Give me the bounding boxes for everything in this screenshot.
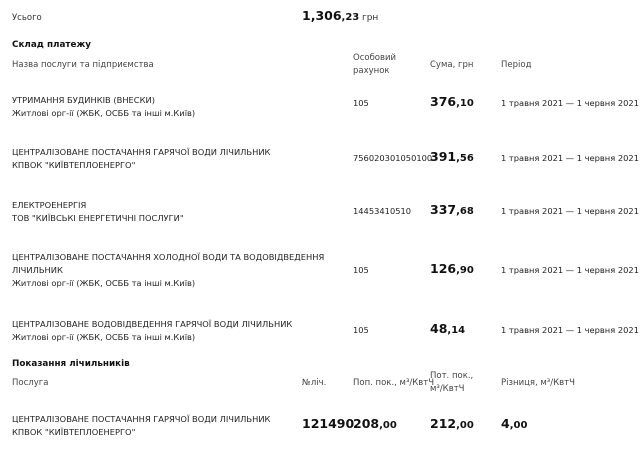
meters-header-diff: Різниця, м³/КвтЧ <box>501 378 575 388</box>
meters-header-prev: Поп. пок., м³/КвтЧ <box>353 378 435 388</box>
payment-row-provider: КПВОК "КИЇВТЕПЛОЕНЕРГО" <box>12 160 136 170</box>
payment-row-sum: 337,68 <box>430 202 474 217</box>
payment-row-service-name: ЦЕНТРАЛІЗОВАНЕ ПОСТАЧАННЯ ГАРЯЧОЇ ВОДИ ЛІЧИЛЬНИК <box>12 147 271 157</box>
payment-row-account: 105 <box>353 325 369 335</box>
payment-row-provider: ТОВ "КИЇВСЬКІ ЕНЕРГЕТИЧНІ ПОСЛУГИ" <box>12 213 184 223</box>
payment-header-period: Період <box>501 60 532 70</box>
total-amount <box>302 8 378 23</box>
meter-row-diff: 4,00 <box>501 416 528 431</box>
total-currency: грн <box>361 13 379 23</box>
payment-row-account: 105 <box>353 265 369 275</box>
payment-row-provider: Житлові орг-ії (ЖБК, ОСББ та інші м.Київ) <box>12 332 196 342</box>
payment-row-period: 1 травня 2021 — 1 червня 2021 <box>501 98 639 108</box>
payment-row-period: 1 травня 2021 — 1 червня 2021 <box>501 153 639 163</box>
payment-row-account: 756020301050100 <box>353 153 433 163</box>
meters-header-curr: Пот. пок., м³/КвтЧ <box>430 371 474 394</box>
payment-row-account: 14453410510 <box>353 206 412 216</box>
meter-row-service-name: ЦЕНТРАЛІЗОВАНЕ ПОСТАЧАННЯ ГАРЯЧОЇ ВОДИ ЛІЧИЛЬНИК <box>12 414 271 424</box>
payment-row-service-name: ЕЛЕКТРОЕНЕРГІЯ <box>12 200 87 210</box>
payment-row-sum: 391,56 <box>430 149 474 164</box>
total-label: Усього <box>12 13 42 23</box>
meters-header-service: Послуга <box>12 378 49 388</box>
payment-header-service: Назва послуги та підприємства <box>12 60 154 70</box>
meter-row-prev: 208,00 <box>353 416 397 431</box>
payment-row-period: 1 травня 2021 — 1 червня 2021 <box>501 325 639 335</box>
payment-row <box>12 146 270 172</box>
payment-row <box>12 199 184 225</box>
payment-header-sum: Сума, грн <box>430 60 474 70</box>
meters-section-title: Показання лічильників <box>12 359 130 369</box>
payment-row-sum: 48,14 <box>430 321 466 336</box>
total-amount-cents: ,23 <box>341 12 360 23</box>
meters-header-meter-no: №ліч. <box>302 378 327 388</box>
payment-row <box>12 94 195 120</box>
payment-header-account: Особовий рахунок <box>353 53 397 76</box>
payment-section-title: Склад платежу <box>12 40 91 50</box>
meter-row-number: 121490 <box>302 416 355 431</box>
meter-row <box>12 413 270 439</box>
payment-row-sum: 126,90 <box>430 261 474 276</box>
payment-row-provider: Житлові орг-ії (ЖБК, ОСББ та інші м.Київ) <box>12 108 196 118</box>
payment-row-service-name-cont: ЛІЧИЛЬНИК <box>12 265 63 275</box>
meter-row-curr: 212,00 <box>430 416 474 431</box>
payment-row-period: 1 травня 2021 — 1 червня 2021 <box>501 265 639 275</box>
payment-row-sum: 376,10 <box>430 94 474 109</box>
payment-row-account: 105 <box>353 98 369 108</box>
payment-row-service-name: ЦЕНТРАЛІЗОВАНЕ ВОДОВІДВЕДЕННЯ ГАРЯЧОЇ ВОДИ ЛІЧИЛЬНИК <box>12 319 293 329</box>
payment-row <box>12 251 324 290</box>
total-amount-whole: 1,306 <box>302 8 342 23</box>
payment-row-period: 1 травня 2021 — 1 червня 2021 <box>501 206 639 216</box>
meter-row-provider: КПВОК "КИЇВТЕПЛОЕНЕРГО" <box>12 427 136 437</box>
payment-row-service-name: ЦЕНТРАЛІЗОВАНЕ ПОСТАЧАННЯ ХОЛОДНОЇ ВОДИ ТА ВОДОВІДВЕДЕННЯ <box>12 252 325 262</box>
payment-row-provider: Житлові орг-ії (ЖБК, ОСББ та інші м.Київ) <box>12 278 196 288</box>
payment-row <box>12 318 292 344</box>
payment-row-service-name: УТРИМАННЯ БУДИНКІВ (ВНЕСКИ) <box>12 95 155 105</box>
